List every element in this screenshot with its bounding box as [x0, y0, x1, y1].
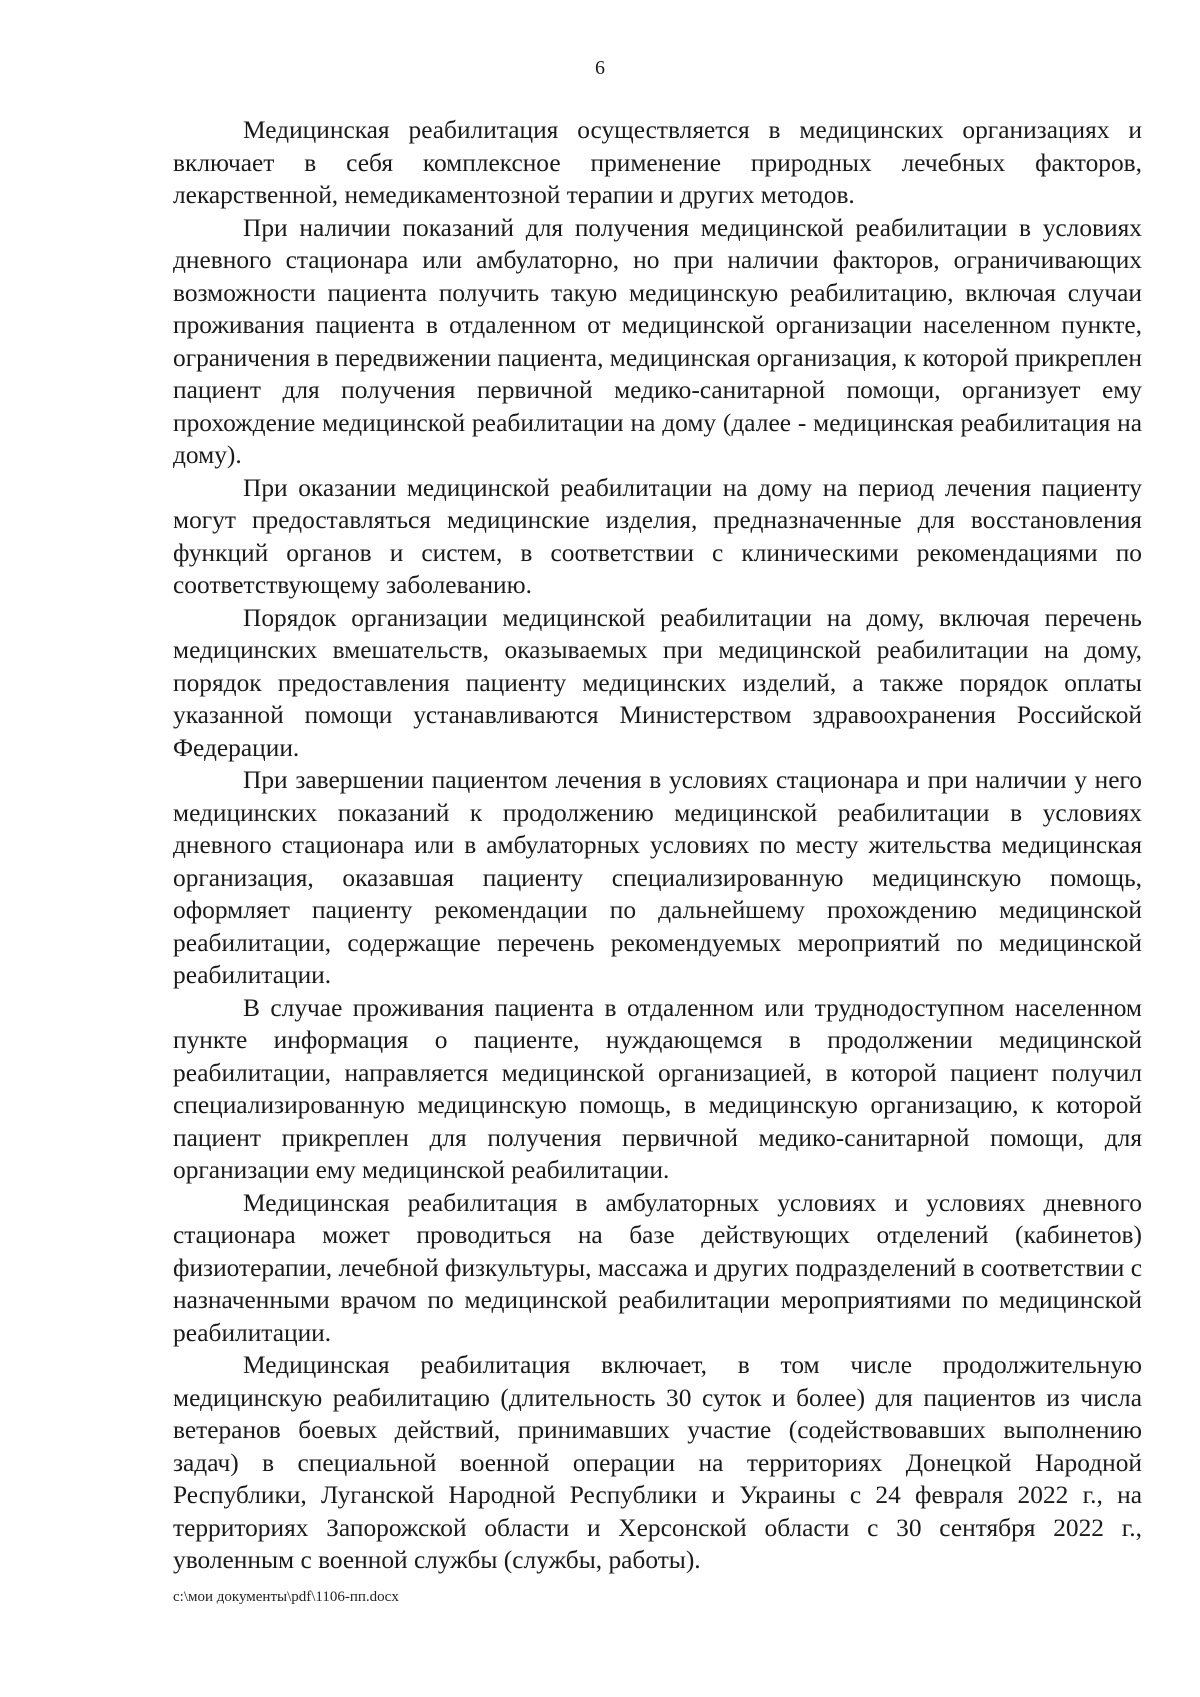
paragraph-2: При наличии показаний для получения медицинской реабилитации в условиях дневного стационара или амбулаторно, но при наличии факторов, ограничивающих возможности пациента получить такую медицинскую реабилитацию, включая случаи проживания пациента в отдаленном от медицинской организации населенном пункте, ограничения в передвижении пациента, медицинская организация, к которой прикреплен пациент для получения первичной медико-санитарной помощи, организует ему прохождение медицинской реабилитации на дому (далее - медицинская реабилитация на дому). [173, 213, 1142, 469]
paragraph-3: При оказании медицинской реабилитации на дому на период лечения пациенту могут предоставляться медицинские изделия, предназначенные для восстановления функций органов и систем, в соответствии с клиническими рекомендациями по соответствующему заболеванию. [173, 473, 1142, 599]
document-body [173, 114, 1142, 1577]
paragraph-5: При завершении пациентом лечения в условиях стационара и при наличии у него медицинских показаний к продолжению медицинской реабилитации в условиях дневного стационара или в амбулаторных условиях по месту жительства медицинская организация, оказавшая пациенту специализированную медицинскую помощь, оформляет пациенту рекомендации по дальнейшему прохождению медицинской реабилитации, содержащие перечень рекомендуемых мероприятий по медицинской реабилитации. [173, 766, 1142, 989]
footer-file-path: c:\мои документы\pdf\1106-пп.docx [173, 1589, 399, 1605]
paragraph-4: Порядок организации медицинской реабилитации на дому, включая перечень медицинских вмешательств, оказываемых при медицинской реабилитации на дому, порядок предоставления пациенту медицинских изделий, а также порядок оплаты указанной помощи устанавливаются Министерством здравоохранения Российской Федерации. [173, 603, 1142, 762]
paragraph-1: Медицинская реабилитация осуществляется в медицинских организациях и включает в себя комплексное применение природных лечебных факторов, лекарственной, немедикаментозной терапии и других методов. [173, 116, 1142, 209]
paragraph-7: Медицинская реабилитация в амбулаторных условиях и условиях дневного стационара может проводиться на базе действующих отделений (кабинетов) физиотерапии, лечебной физкультуры, массажа и других подразделений в соответствии с назначенными врачом по медицинской реабилитации мероприятиями по медицинской реабилитации. [173, 1188, 1142, 1347]
paragraph-8: Медицинская реабилитация включает, в том числе продолжительную медицинскую реабилитацию (длительность 30 суток и более) для пациентов из числа ветеранов боевых действий, принимавших участие (содействовавших выполнению задач) в специальной военной операции на территориях Донецкой Народной Республики, Луганской Народной Республики и Украины с 24 февраля 2022 г., на территориях Запорожской области и Херсонской области с 30 сентября 2022 г., уволенным с военной службы (службы, работы). [173, 1351, 1142, 1574]
paragraph-6: В случае проживания пациента в отдаленном или труднодоступном населенном пункте информация о пациенте, нуждающемся в продолжении медицинской реабилитации, направляется медицинской организацией, в которой пациент получил специализированную медицинскую помощь, в медицинскую организацию, к которой пациент прикреплен для получения первичной медико-санитарной помощи, для организации ему медицинской реабилитации. [173, 993, 1142, 1184]
page-number: 6 [595, 57, 605, 79]
